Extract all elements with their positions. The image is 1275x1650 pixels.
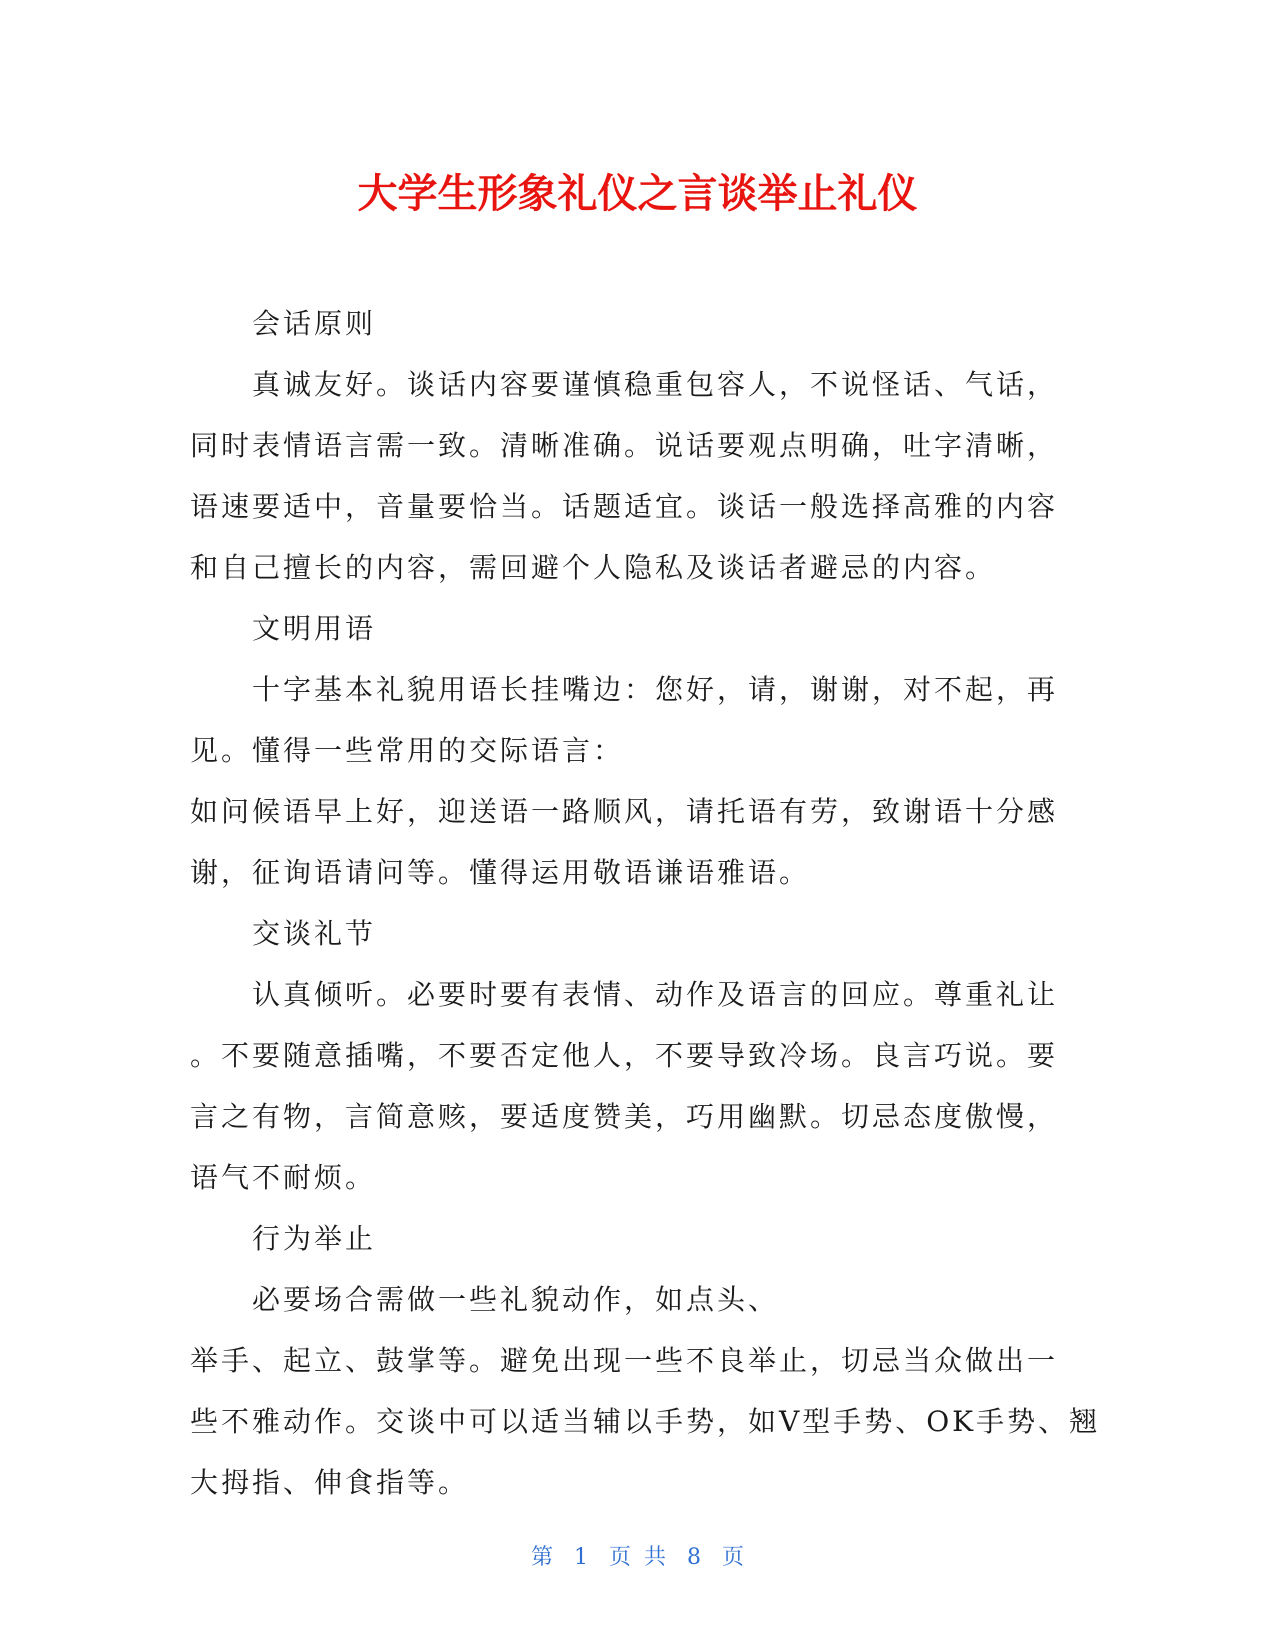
section-heading-conversation-principles: 会话原则 <box>252 307 377 340</box>
paragraph-line: 和自己擅长的内容，需回避个人隐私及谈话者避忌的内容。 <box>190 551 997 584</box>
section-heading-polite-language: 文明用语 <box>252 612 377 645</box>
paragraph-line: 如问候语早上好，迎送语一路顺风，请托语有劳，致谢语十分感 <box>190 795 1059 828</box>
paragraph-line: 大拇指、伸食指等。 <box>190 1466 470 1499</box>
paragraph-line: 语气不耐烦。 <box>190 1161 377 1194</box>
page-number-footer <box>0 1543 1275 1573</box>
footer-prefix: 第 <box>530 1545 553 1570</box>
paragraph-line: 同时表情语言需一致。清晰准确。说话要观点明确，吐字清晰， <box>190 429 1059 462</box>
footer-suffix: 页 <box>722 1545 745 1570</box>
document-title: 大学生形象礼仪之言谈举止礼仪 <box>357 171 918 217</box>
paragraph-line: 必要场合需做一些礼貌动作，如点头、 <box>252 1283 780 1316</box>
paragraph-line: 言之有物，言简意赅，要适度赞美，巧用幽默。切忌态度傲慢， <box>190 1100 1059 1133</box>
footer-total-pages: 8 <box>687 1545 701 1570</box>
document-body <box>190 293 1101 1513</box>
paragraph-line: 十字基本礼貌用语长挂嘴边：您好，请，谢谢，对不起，再 <box>252 673 1059 706</box>
footer-current-page: 1 <box>574 1545 588 1570</box>
paragraph-line: 谢，征询语请问等。懂得运用敬语谦语雅语。 <box>190 856 811 889</box>
paragraph-line: 些不雅动作。交谈中可以适当辅以手势，如V型手势、OK手势、翘 <box>190 1405 1101 1438</box>
section-heading-conversation-etiquette: 交谈礼节 <box>252 917 377 950</box>
paragraph-line: 认真倾听。必要时要有表情、动作及语言的回应。尊重礼让 <box>252 978 1059 1011</box>
paragraph-line: 语速要适中，音量要恰当。话题适宜。谈话一般选择高雅的内容 <box>190 490 1059 523</box>
paragraph-line: 真诚友好。谈话内容要谨慎稳重包容人，不说怪话、气话， <box>252 368 1059 401</box>
section-heading-behavior: 行为举止 <box>252 1222 377 1255</box>
footer-middle: 页 共 <box>609 1545 666 1570</box>
paragraph-line: 。不要随意插嘴，不要否定他人，不要导致冷场。良言巧说。要 <box>190 1039 1059 1072</box>
paragraph-line: 举手、起立、鼓掌等。避免出现一些不良举止，切忌当众做出一 <box>190 1344 1059 1377</box>
paragraph-line: 见。懂得一些常用的交际语言： <box>190 734 625 767</box>
